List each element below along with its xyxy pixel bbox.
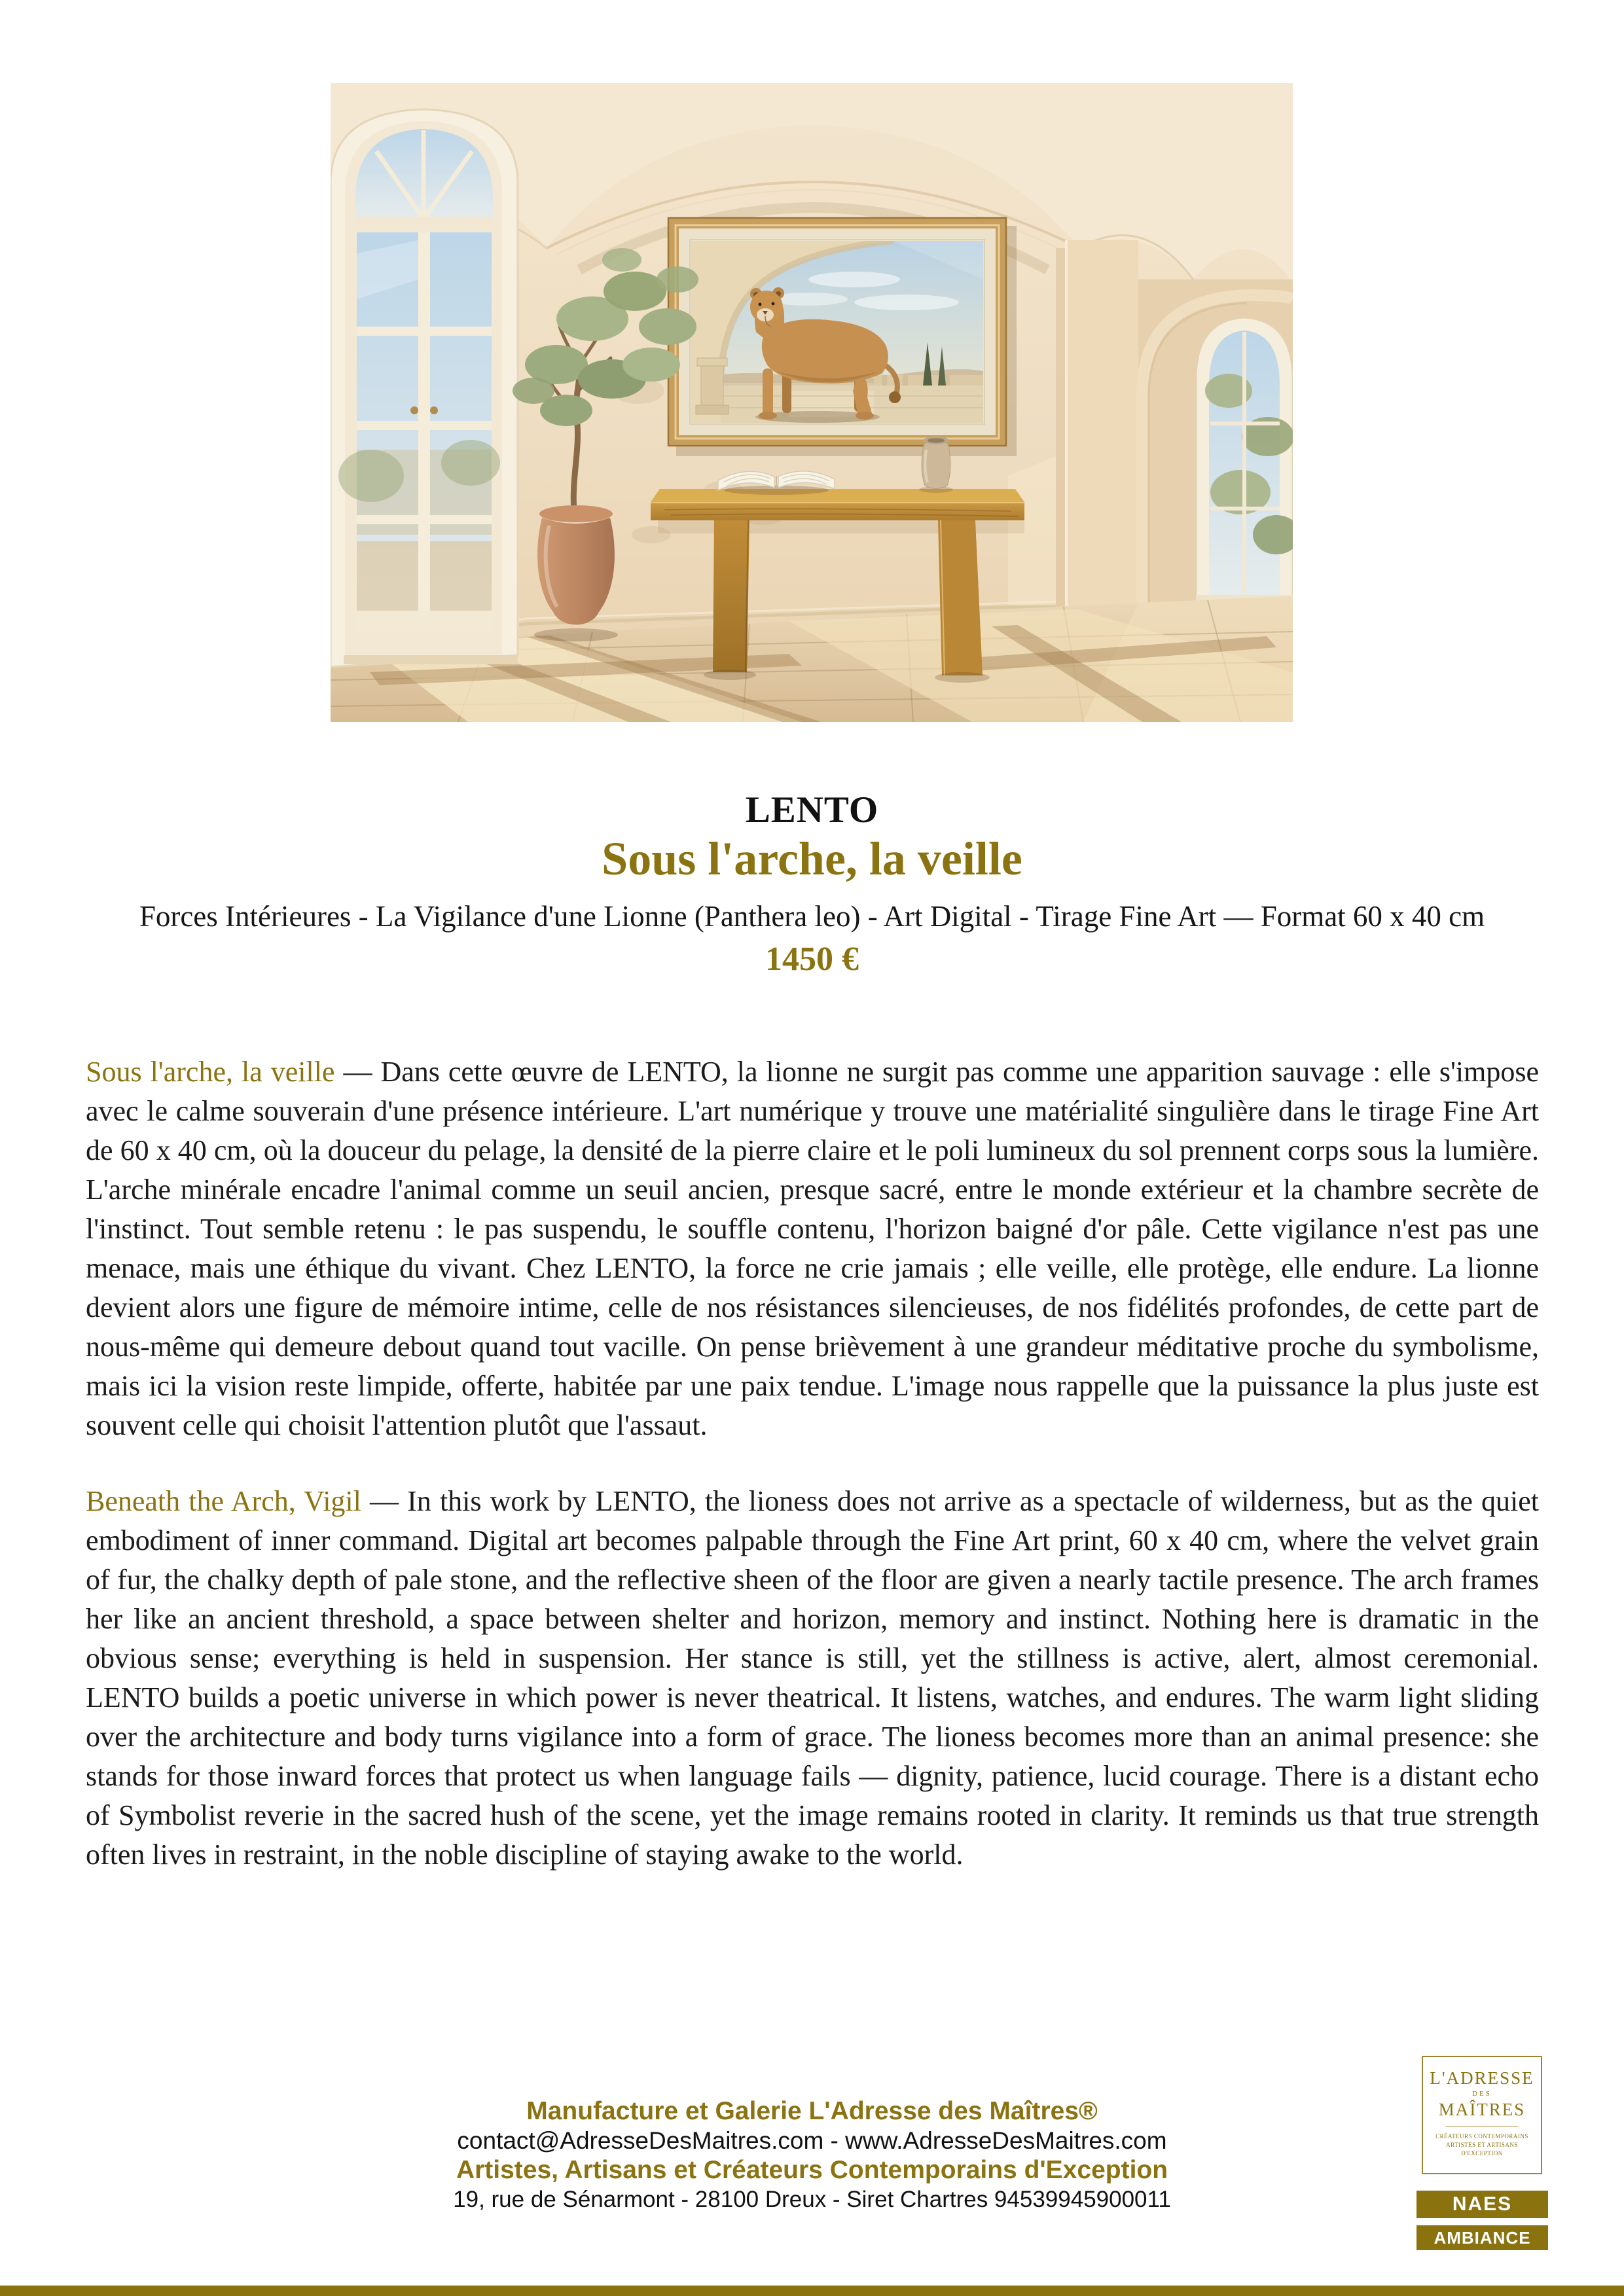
right-hallway xyxy=(1056,240,1293,607)
bottom-gold-bar xyxy=(0,2286,1624,2296)
logo-line-maitres: MAÎTRES xyxy=(1438,2100,1526,2119)
description-fr-lead: Sous l'arche, la veille xyxy=(86,1056,335,1088)
badge-ambiance: AMBIANCE xyxy=(1416,2225,1548,2250)
badge-naes: NAES xyxy=(1416,2191,1548,2218)
em-dash-en: — xyxy=(361,1485,408,1517)
framed-artwork xyxy=(668,218,1017,456)
footer xyxy=(0,2096,1624,2214)
interior-scene-illustration xyxy=(331,83,1293,722)
door-handle xyxy=(410,406,418,414)
artwork-subtitle: Forces Intérieures - La Vigilance d'une Lionne (Panthera leo) - Art Digital - Tirage Fine Art — Format 60 x 40 cm xyxy=(139,900,1485,933)
artwork-title: Sous l'arche, la veille xyxy=(602,833,1022,885)
description-en xyxy=(86,1482,1539,1874)
artwork-price: 1450 € xyxy=(765,941,859,978)
logo-divider xyxy=(1445,2126,1519,2127)
description-fr-body: Dans cette œuvre de LENTO, la lionne ne surgit pas comme une apparition sauvage : elle s'impose avec le calme souverain d'une présence intérieure. L'art numérique y trouve une matérialité singulière dans le tirage Fine Art de 60 x 40 cm, où la douceur du pelage, la densité de la pierre claire et le poli lumineux du sol prennent corps sous la lumière. L'arche minérale encadre l'animal comme un seuil ancien, presque sacré, entre le monde extérieur et la chambre secrète de l'instinct. Tout semble retenu : le pas suspendu, le souffle contenu, l'horizon baigné d'or pâle. Cette vigilance n'est pas une menace, mais une éthique du vivant. Chez LENTO, la force ne crie jamais ; elle veille, elle protège, elle endure. La lionne devient alors une figure de mémoire intime, celle de nos résistances silencieuses, de nos fidélités profondes, de cette part de nous-même qui demeure debout quand tout vacille. On pense brièvement à une grandeur méditative proche du symbolisme, mais ici la vision reste limpide, offerte, habitée par une paix tendue. L'image nous rappelle que la puissance la plus juste est souvent celle qui choisit l'attention plutôt que l'assaut. xyxy=(86,1056,1539,1441)
em-dash-fr: — xyxy=(334,1056,381,1088)
terracotta-pot xyxy=(539,505,613,522)
description-en-lead: Beneath the Arch, Vigil xyxy=(86,1485,361,1517)
logo-subline-1: CRÉATEURS CONTEMPORAINS xyxy=(1435,2133,1528,2140)
logo-line-adresse: L'ADRESSE xyxy=(1430,2068,1534,2088)
logo-subline-2: ARTISTES ET ARTISANS xyxy=(1446,2142,1518,2148)
gallery-logo xyxy=(1422,2056,1542,2174)
description-block xyxy=(86,1052,1539,1911)
logo-line-des: DES xyxy=(1472,2090,1492,2098)
description-fr xyxy=(86,1052,1539,1445)
gallery-contacts: contact@AdresseDesMaitres.com - www.AdresseDesMaitres.com xyxy=(457,2127,1167,2154)
hero-photo xyxy=(331,83,1293,722)
gallery-tagline: Artistes, Artisans et Créateurs Contemporains d'Exception xyxy=(456,2156,1168,2184)
logo-subline-3: D'EXCEPTION xyxy=(1461,2150,1503,2157)
artist-name: LENTO xyxy=(745,789,879,831)
french-door xyxy=(331,109,518,667)
gallery-address: 19, rue de Sénarmont - 28100 Dreux - Siret Chartres 94539945900011 xyxy=(453,2187,1171,2212)
gallery-name: Manufacture et Galerie L'Adresse des Maîtres® xyxy=(526,2097,1098,2125)
description-en-body: In this work by LENTO, the lioness does not arrive as a spectacle of wilderness, but as the quiet embodiment of inner command. Digital art becomes palpable through the Fine Art print, 60 x 40 cm, where the velvet grain of fur, the chalky depth of pale stone, and the reflective sheen of the floor are given a nearly tactile presence. The arch frames her like an ancient threshold, a space between shelter and horizon, memory and instinct. Nothing here is dramatic in the obvious sense; everything is held in suspension. Her stance is still, yet the stillness is active, alert, almost ceremonial. LENTO builds a poetic universe in which power is never theatrical. It listens, watches, and endures. The warm light sliding over the architecture and body turns vigilance into a form of grace. The lioness becomes more than an animal presence: she stands for those inward forces that protect us when language fails — dignity, patience, lucid courage. There is a distant echo of Symbolist reverie in the sacred hush of the scene, yet the image remains rooted in clarity. It reminds us that true strength often lives in restraint, in the noble discipline of staying awake to the world. xyxy=(86,1485,1539,1871)
